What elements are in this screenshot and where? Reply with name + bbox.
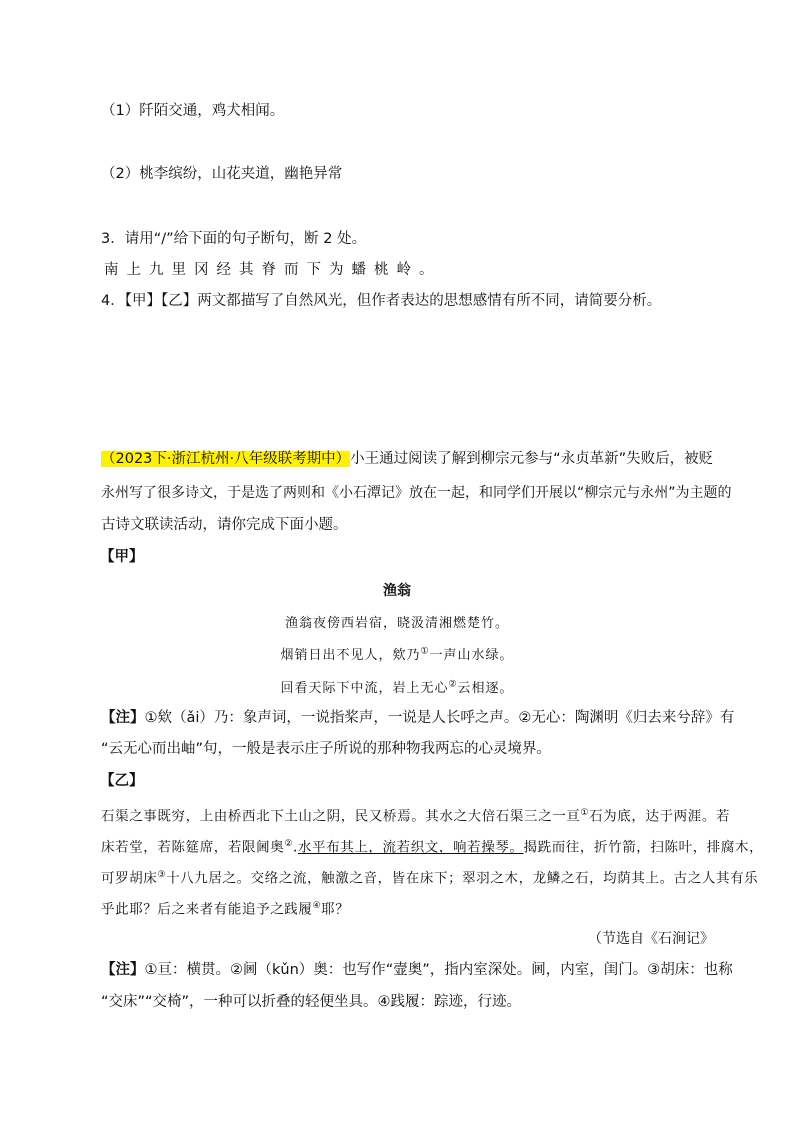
- yi-label: 【乙】: [100, 773, 144, 789]
- yi-text: 石为底，达于两涯。若: [589, 808, 731, 825]
- jia-label: 【甲】: [100, 549, 144, 565]
- yi-line-2: [101, 834, 763, 858]
- note-mark: ④: [312, 901, 322, 911]
- yi-text: .: [292, 839, 298, 856]
- note-mark: ①: [580, 808, 590, 818]
- note-mark: ③: [157, 870, 167, 880]
- intro-line-3: 古诗文联读活动，请你完成下面小题。: [101, 517, 348, 533]
- intro-line-1-text: 小王通过阅读了解到柳宗元参与“永贞革新”失败后，被贬: [350, 451, 714, 467]
- jia-note-1: [101, 708, 734, 728]
- yi-text: 可罗胡床: [101, 870, 158, 887]
- question-4: 4．【甲】【乙】两文都描写了自然风光，但作者表达的思想感情有所不同，请简要分析。: [101, 293, 662, 309]
- poem-line-2a: 烟销日出不见人，欸乃: [280, 648, 421, 663]
- jia-note-2: “云无心而出岫”句，一般是表示庄子所说的那种物我两忘的心灵境界。: [101, 741, 552, 757]
- yi-line-1: [101, 803, 730, 827]
- underlined-sentence: 水平布其上，流若织文，响若操琴。: [297, 839, 524, 856]
- yi-note-1-text: ①亘：横贯。②阃（kǔn）奥：也写作“壸奥”，指内室深处。阃，内室，闺门。③胡床：也称: [144, 962, 733, 978]
- source-tag: （2023下·浙江杭州·八年级联考期中）: [101, 451, 351, 467]
- yi-text: 乎此耶？后之来者有能追予之践履: [101, 901, 313, 918]
- poem-title: 渔翁: [383, 583, 411, 599]
- question-3-sentence: 南上九里冈经其脊而下为蟠桃岭。: [104, 262, 442, 278]
- poem-line-3a: 回看天际下中流，岩上无心: [280, 681, 449, 696]
- note-label: 【注】: [101, 710, 145, 726]
- question-item-2: （2）桃李缤纷，山花夹道，幽艳异常: [101, 166, 343, 182]
- intro-line-1: [101, 449, 713, 469]
- yi-note-1: [101, 960, 733, 980]
- yi-line-3: [101, 865, 758, 889]
- note-label: 【注】: [101, 962, 145, 978]
- jia-note-1-text: ①欸（ǎi）乃：象声词，一说指桨声，一说是人长呼之声。②无心：陶渊明《归去来兮辞》有: [144, 710, 735, 726]
- yi-text: 十八九居之。交络之流，触激之音，皆在床下；翠羽之木，龙鳞之石，均荫其上。古之人其有乐: [166, 870, 759, 887]
- yi-text: 耶？: [321, 901, 350, 918]
- poem-line-2: [0, 644, 794, 663]
- yi-note-2: “交床”“交椅”，一种可以折叠的轻便坐具。④践履：踪迹，行迹。: [101, 994, 522, 1010]
- note-mark: ①: [420, 646, 430, 657]
- intro-line-2: 永州写了很多诗文，于是选了两则和《小石潭记》放在一起，和同学们开展以“柳宗元与永州”为主题的: [101, 485, 732, 501]
- poem-line-2b: 一声山水绿。: [429, 648, 514, 663]
- poem-line-3b: 云相逐。: [457, 681, 514, 696]
- yi-text: 床若堂，若陈筵席，若限阃奥: [101, 839, 285, 856]
- poem-line-1: 渔翁夜傍西岩宿，晓汲清湘燃楚竹。: [284, 616, 509, 631]
- question-3: 3．请用“/”给下面的句子断句，断 2 处。: [101, 231, 367, 247]
- yi-source: （节选自《石涧记》: [588, 931, 714, 947]
- note-mark: ②: [448, 679, 458, 690]
- yi-line-4: [101, 896, 349, 920]
- yi-text: 揭跣而往，折竹箭，扫陈叶，排腐木，: [523, 839, 764, 856]
- question-item-1: （1）阡陌交通，鸡犬相闻。: [101, 103, 285, 119]
- note-mark: ②: [284, 839, 293, 849]
- yi-text: 石渠之事既穷，上由桥西北下土山之阴，民又桥焉。其水之大倍石渠三之一亘: [101, 808, 581, 825]
- poem-line-3: [0, 677, 794, 696]
